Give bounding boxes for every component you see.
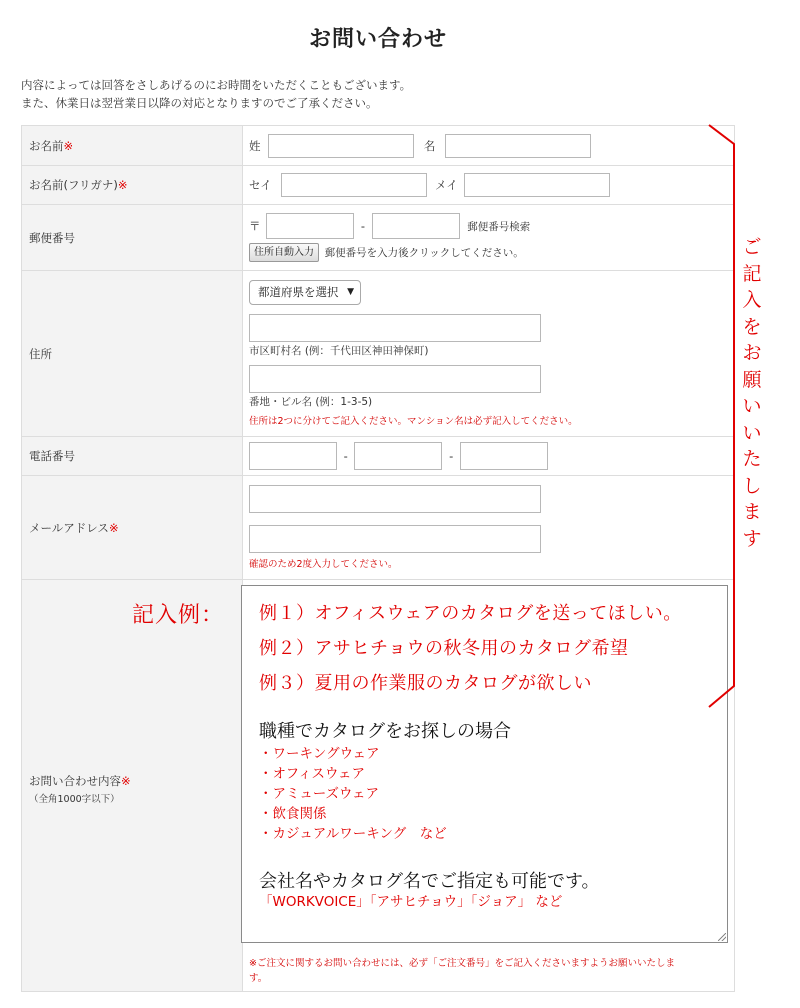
label-email-text: メールアドレス (29, 520, 109, 535)
required-mark: ※ (117, 178, 128, 192)
label-phone: 電話番号 (22, 437, 243, 476)
bracket-annotation (704, 124, 744, 708)
address-autofill-button[interactable]: 住所自動入力 (249, 243, 319, 262)
phone-dash-2: - (449, 449, 454, 463)
prefecture-select[interactable] (249, 280, 361, 305)
example-label: 記入例： (132, 603, 225, 628)
label-kana (22, 166, 243, 205)
field-phone (243, 437, 735, 476)
label-inquiry-text: お問い合わせ内容 (29, 773, 121, 788)
field-address (243, 271, 735, 437)
side-note-char: を (742, 315, 762, 338)
inquiry-note-line-1: ※ご注文に関するお問い合わせには、必ず「ご注文番号」をご記入くださいますようお願いいたしま (249, 958, 675, 969)
postal-code-1-input[interactable] (266, 213, 354, 239)
label-kana-text: お名前(フリガナ) (29, 178, 118, 192)
side-note-char: す (742, 527, 762, 550)
example-1: 例１）オフィスウェアのカタログを送ってほしい。 (259, 603, 682, 624)
side-note-char: た (742, 448, 762, 470)
row-email (22, 476, 735, 580)
occupation-list (259, 744, 447, 844)
phone-dash-1: - (343, 449, 348, 463)
street-input[interactable] (249, 365, 541, 393)
address-note: 住所は2つに分けてご記入ください。マンション名は必ず記入してください。 (249, 416, 578, 427)
side-note (742, 234, 762, 552)
phone-3-input[interactable] (460, 442, 548, 470)
postal-dash: - (360, 219, 365, 233)
email-confirm-input[interactable] (249, 525, 541, 553)
mei-kana-label: メイ (434, 178, 458, 192)
phone-1-input[interactable] (249, 442, 337, 470)
label-postal: 郵便番号 (22, 205, 243, 271)
row-postal (22, 205, 735, 271)
last-name-input[interactable] (268, 134, 414, 158)
last-name-kana-input[interactable] (281, 173, 427, 197)
side-note-char: 願 (742, 368, 762, 391)
first-name-kana-input[interactable] (464, 173, 610, 197)
inquiry-textarea[interactable] (241, 585, 728, 943)
required-mark: ※ (63, 138, 74, 153)
label-inquiry (22, 580, 243, 992)
example-2: 例２）アサヒチョウの秋冬用のカタログ希望 (259, 638, 629, 659)
label-name (22, 126, 243, 166)
field-email (243, 476, 735, 580)
inquiry-note (249, 956, 734, 991)
side-note-char: 入 (742, 289, 762, 311)
occupation-item: ・アミューズウェア (259, 786, 380, 802)
city-input[interactable] (249, 314, 541, 342)
required-mark: ※ (108, 520, 119, 535)
inquiry-note-line-2: す。 (249, 973, 268, 984)
company-examples: 「WORKVOICE」「アサヒチョウ」「ジョア」 など (259, 894, 563, 910)
occupation-item: ・オフィスウェア (259, 766, 365, 782)
side-note-char: 記 (742, 262, 762, 285)
example-list (259, 596, 682, 701)
occupation-heading: 職種でカタログをお探しの場合 (259, 721, 511, 742)
occupation-item: ・ワーキングウェア (259, 746, 380, 762)
email-input[interactable] (249, 485, 541, 513)
mei-label: 名 (423, 138, 436, 153)
phone-2-input[interactable] (354, 442, 442, 470)
side-note-char: ま (742, 501, 762, 523)
inquiry-sublabel: （全角1000字以下） (29, 793, 120, 805)
side-note-char: い (742, 395, 762, 417)
row-kana (22, 166, 735, 205)
example-3: 例３）夏用の作業服のカタログが欲しい (259, 673, 592, 694)
side-note-char: し (742, 474, 762, 497)
first-name-input[interactable] (445, 134, 591, 158)
intro-line-1: 内容によっては回答をさしあげるのにお時間をいただくこともございます。 (21, 78, 412, 92)
side-note-char: ご (742, 236, 762, 258)
label-name-text: お名前 (29, 138, 64, 153)
resize-handle-icon[interactable] (718, 933, 726, 941)
row-phone (22, 437, 735, 476)
postal-code-2-input[interactable] (372, 213, 460, 239)
page-title: お問い合わせ (308, 27, 447, 52)
occupation-item: ・飲食関係 (259, 806, 327, 822)
field-name (243, 126, 735, 166)
autofill-hint: 郵便番号を入力後クリックしてください。 (324, 247, 524, 259)
intro-line-2: また、休業日は翌営業日以降の対応となりますのでご了承ください。 (21, 96, 378, 110)
field-postal (243, 205, 735, 271)
chevron-down-icon: ▼ (347, 287, 354, 297)
email-note: 確認のため2度入力してください。 (249, 559, 398, 570)
sei-label: 姓 (249, 138, 261, 153)
side-note-char: お (742, 342, 762, 364)
prefecture-select-value: 都道府県を選択 (258, 285, 339, 299)
required-mark: ※ (121, 773, 131, 788)
intro-text (21, 76, 411, 112)
label-email (22, 476, 243, 580)
row-name (22, 126, 735, 166)
sei-kana-label: セイ (249, 178, 272, 192)
side-note-char: い (742, 421, 762, 444)
postal-search-link[interactable]: 郵便番号検索 (467, 220, 531, 233)
city-hint: 市区町村名 (例：千代田区神田神保町) (249, 345, 429, 357)
field-kana (243, 166, 735, 205)
company-heading: 会社名やカタログ名でご指定も可能です。 (259, 871, 600, 892)
row-address (22, 271, 735, 437)
postal-prefix: 〒 (249, 219, 261, 233)
street-hint: 番地・ビル名 (例：1-3-5) (249, 396, 373, 408)
label-address: 住所 (22, 271, 243, 437)
occupation-item: ・カジュアルワーキング など (259, 826, 447, 842)
